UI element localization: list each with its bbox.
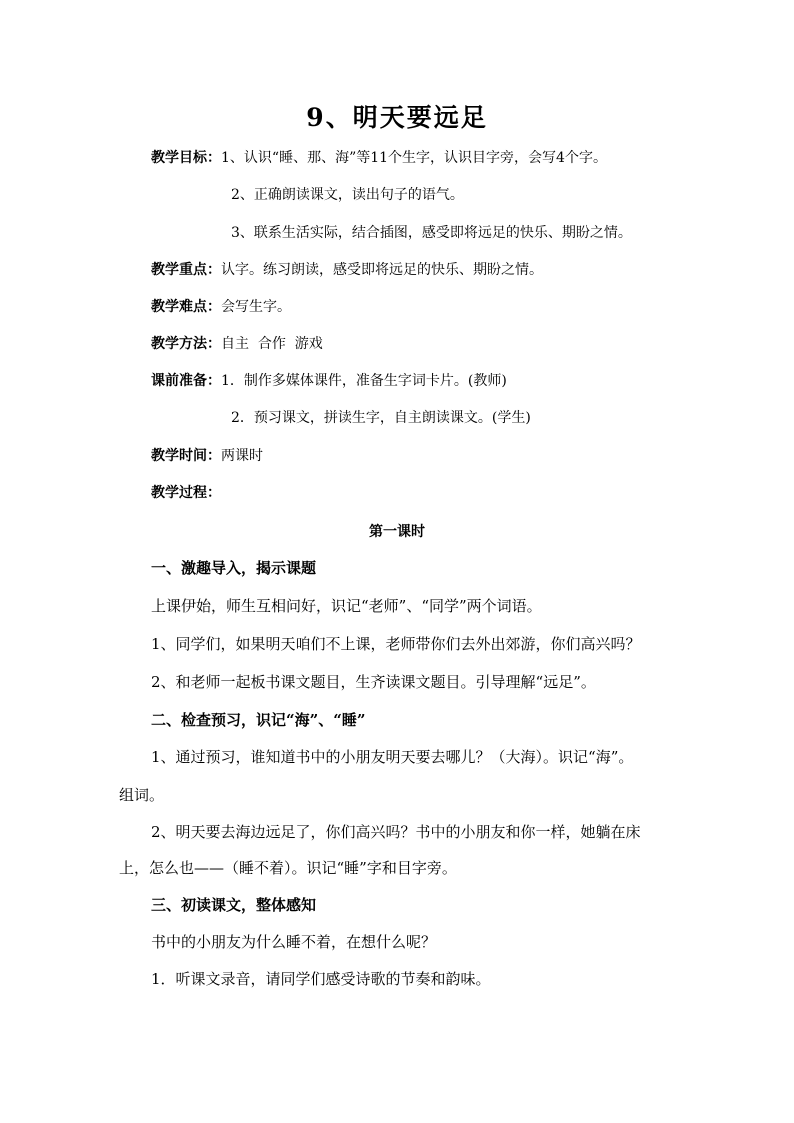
- section1-line-3: 2、和老师一起板书课文题目，生齐读课文题目。引导理解“远足”。: [151, 673, 596, 691]
- goal-item-1: 1、认识“睡、那、海”等11个生字，认识目字旁，会写4个字。: [221, 150, 607, 166]
- time-row: [151, 446, 263, 466]
- methods-label: 教学方法：: [151, 336, 221, 352]
- goals-label: 教学目标：: [151, 150, 221, 166]
- preparation-item-1: 1．制作多媒体课件，准备生字词卡片。(教师): [221, 373, 507, 389]
- time-label: 教学时间：: [151, 448, 221, 464]
- section3-heading: 三、初读课文，整体感知: [151, 896, 317, 914]
- document-title: 9、明天要远足: [306, 103, 488, 132]
- methods-text: 自主 合作 游戏: [221, 336, 323, 352]
- methods-row: [151, 334, 323, 354]
- section1-heading: 一、激趣导入，揭示课题: [151, 559, 317, 577]
- process-label: 教学过程：: [151, 485, 221, 501]
- section2-p2-line-1: 2、明天要去海边远足了，你们高兴吗？书中的小朋友和你一样，她躺在床: [151, 823, 641, 841]
- section3-line-1: 书中的小朋友为什么睡不着，在想什么呢？: [151, 933, 437, 951]
- section2-p1-line-2: 组词。: [119, 786, 165, 804]
- section1-line-2: 1、同学们，如果明天咱们不上课，老师带你们去外出郊游，你们高兴吗？: [151, 635, 641, 653]
- time-text: 两课时: [221, 448, 263, 464]
- goal-item-2: 2、正确朗读课文，读出句子的语气。: [231, 187, 464, 203]
- section2-p2-line-2: 上，怎么也——（睡不着）。识记“睡”字和目字旁。: [119, 859, 457, 877]
- section2-p1-line-1: 1、通过预习，谁知道书中的小朋友明天要去哪儿？（大海）。识记“海”。: [151, 748, 634, 766]
- key-points-row: [151, 260, 543, 280]
- preparation-item-2: 2．预习课文，拼读生字，自主朗读课文。(学生): [231, 410, 531, 426]
- key-points-text: 认字。练习朗读，感受即将远足的快乐、期盼之情。: [221, 262, 543, 278]
- section1-line-1: 上课伊始，师生互相问好，识记“老师”、“同学”两个词语。: [151, 597, 542, 615]
- section3-line-2: 1．听课文录音，请同学们感受诗歌的节奏和韵味。: [151, 970, 491, 988]
- preparation-label: 课前准备：: [151, 373, 221, 389]
- goals-row: [151, 148, 607, 168]
- section2-heading: 二、检查预习，识记“海”、“睡”: [151, 711, 366, 729]
- preparation-row: [151, 371, 507, 391]
- difficulties-row: [151, 297, 291, 317]
- goal-item-3: 3、联系生活实际，结合插图，感受即将远足的快乐、期盼之情。: [231, 225, 632, 241]
- difficulties-label: 教学难点：: [151, 299, 221, 315]
- key-points-label: 教学重点：: [151, 262, 221, 278]
- lesson1-heading: 第一课时: [369, 524, 425, 540]
- difficulties-text: 会写生字。: [221, 299, 291, 315]
